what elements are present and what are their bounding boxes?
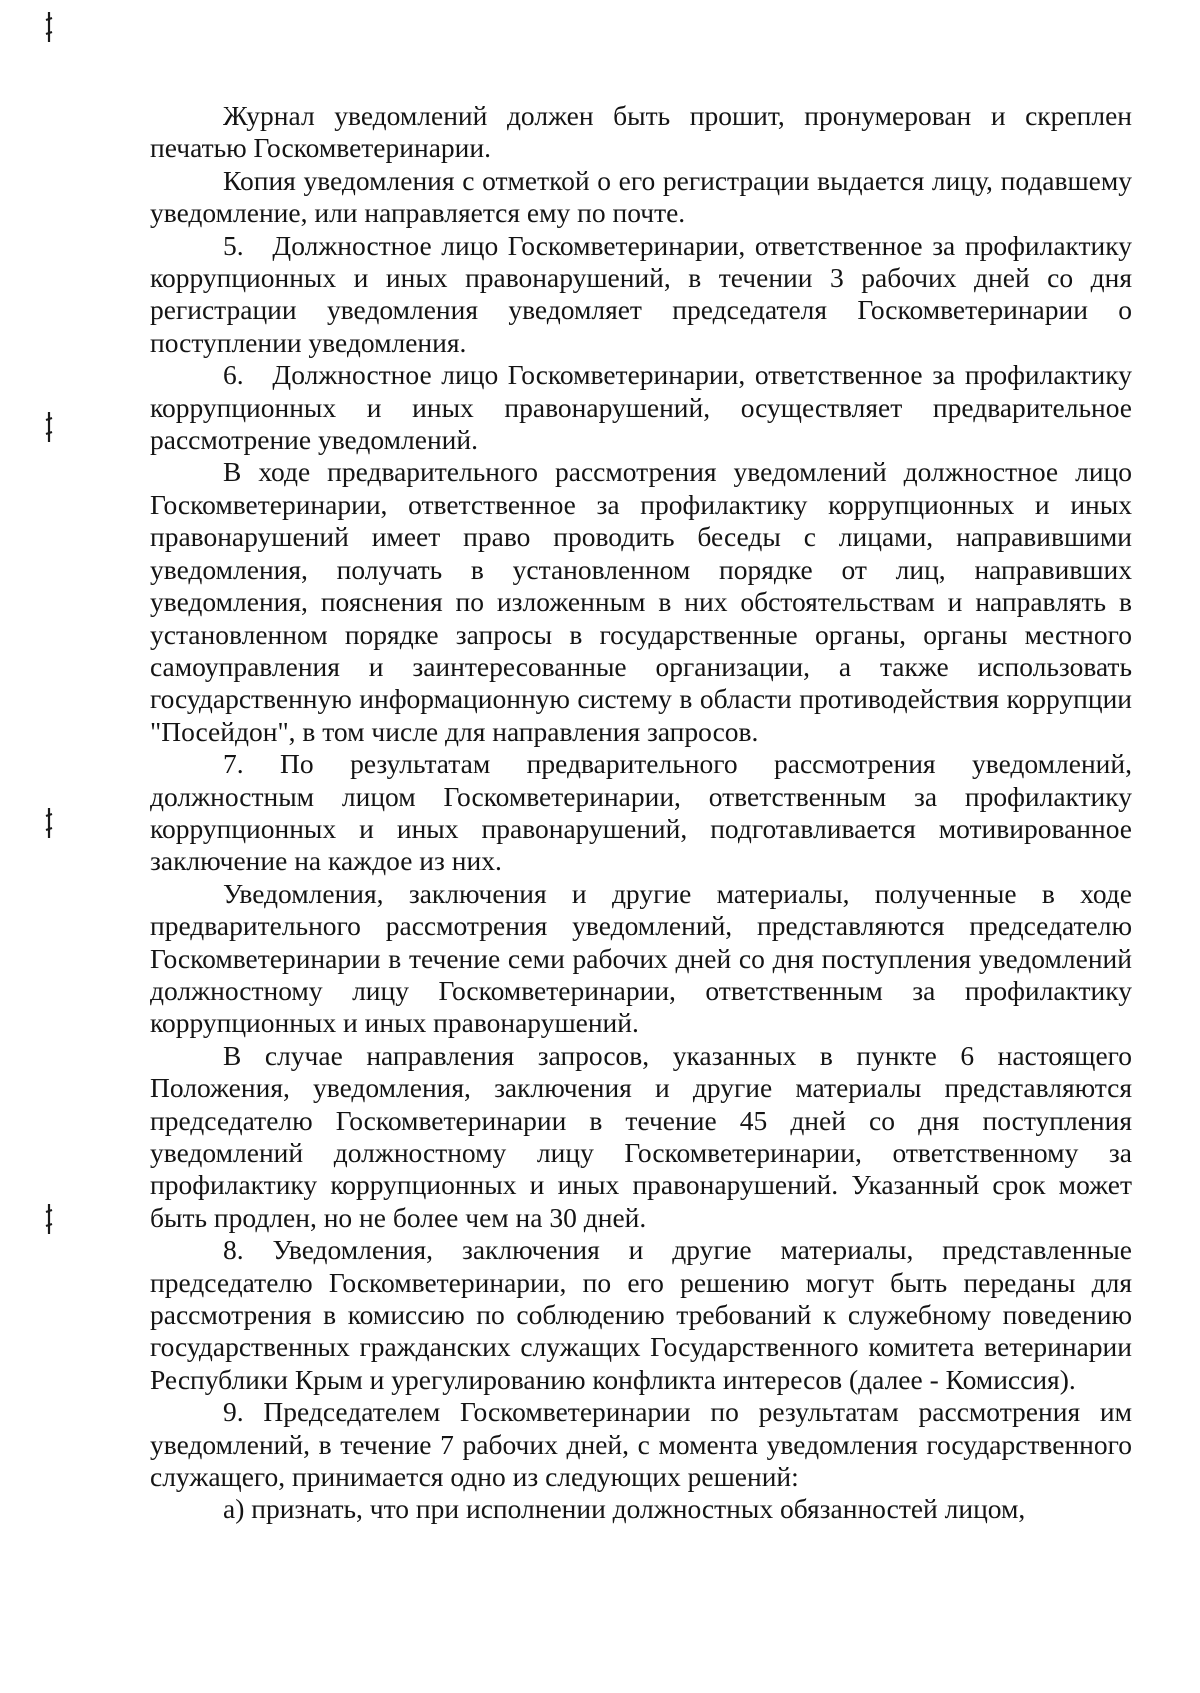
paragraph-requests-deadline: В случае направления запросов, указанных в пункте 6 настоящего Положения, уведомления, заключения и другие материалы представляются председателю Госкомветеринарии в течение 45 дней со дня поступления уведомлений должностному лицу Госкомветеринарии, ответственному за профилактику коррупционных и иных правонарушений. Указанный срок может быть продлен, но не более чем на 30 дней. [150,1039,1132,1233]
paragraph-preliminary-review: В ходе предварительного рассмотрения уведомлений должностное лицо Госкомветеринарии, ответственное за профилактику коррупционных и иных правонарушений имеет право проводить беседы с лицами, направившими уведомления, получать в установленном порядке от лиц, направивших уведомления, пояснения по изложенным в них обстоятельствам и направлять в установленном порядке запросы в государственные органы, органы местного самоуправления и заинтересованные организации, а также использовать государственную информационную систему в области противодействия коррупции "Посейдон", в том числе для направления запросов. [150,456,1132,747]
binding-hole-mark-icon [44,410,54,444]
binding-hole-mark-icon [44,806,54,840]
paragraph-item-7: 7. По результатам предварительного рассмотрения уведомлений, должностным лицом Госкомветеринарии, ответственным за профилактику коррупционных и иных правонарушений, подготавливается мотивированное заключение на каждое из них. [150,748,1132,877]
paragraph-item-6: 6. Должностное лицо Госкомветеринарии, ответственное за профилактику коррупционных и иных правонарушений, осуществляет предварительное рассмотрение уведомлений. [150,359,1132,456]
paragraph-item-5: 5. Должностное лицо Госкомветеринарии, ответственное за профилактику коррупционных и иных правонарушений, в течении 3 рабочих дней со дня регистрации уведомления уведомляет председателя Госкомветеринарии о поступлении уведомления. [150,229,1132,358]
binding-hole-mark-icon [44,10,54,44]
paragraph-item-9-a: а) признать, что при исполнении должностных обязанностей лицом, [223,1493,1026,1525]
document-body [150,100,1132,1526]
paragraph-materials-submission: Уведомления, заключения и другие материалы, полученные в ходе предварительного рассмотрения уведомлений, представляются председателю Госкомветеринарии в течение семи рабочих дней со дня поступления уведомлений должностному лицу Госкомветеринарии, ответственным за профилактику коррупционных и иных правонарушений. [150,877,1132,1039]
paragraph-item-8: 8. Уведомления, заключения и другие материалы, представленные председателю Госкомветеринарии, по его решению могут быть переданы для рассмотрения в комиссию по соблюдению требований к служебному поведению государственных гражданских служащих Государственного комитета ветеринарии Республики Крым и урегулированию конфликта интересов (далее - Комиссия). [150,1234,1132,1395]
binding-hole-mark-icon [44,1202,54,1236]
paragraph-notification-copy: Копия уведомления с отметкой о его регистрации выдается лицу, подавшему уведомление, или направляется ему по почте. [150,164,1132,229]
paragraph-item-9: 9. Председателем Госкомветеринарии по результатам рассмотрения им уведомлений, в течение 7 рабочих дней, с момента уведомления государственного служащего, принимается одно из следующих решений: [150,1396,1132,1493]
paragraph-journal-binding: Журнал уведомлений должен быть прошит, пронумерован и скреплен печатью Госкомветеринарии. [150,100,1132,164]
